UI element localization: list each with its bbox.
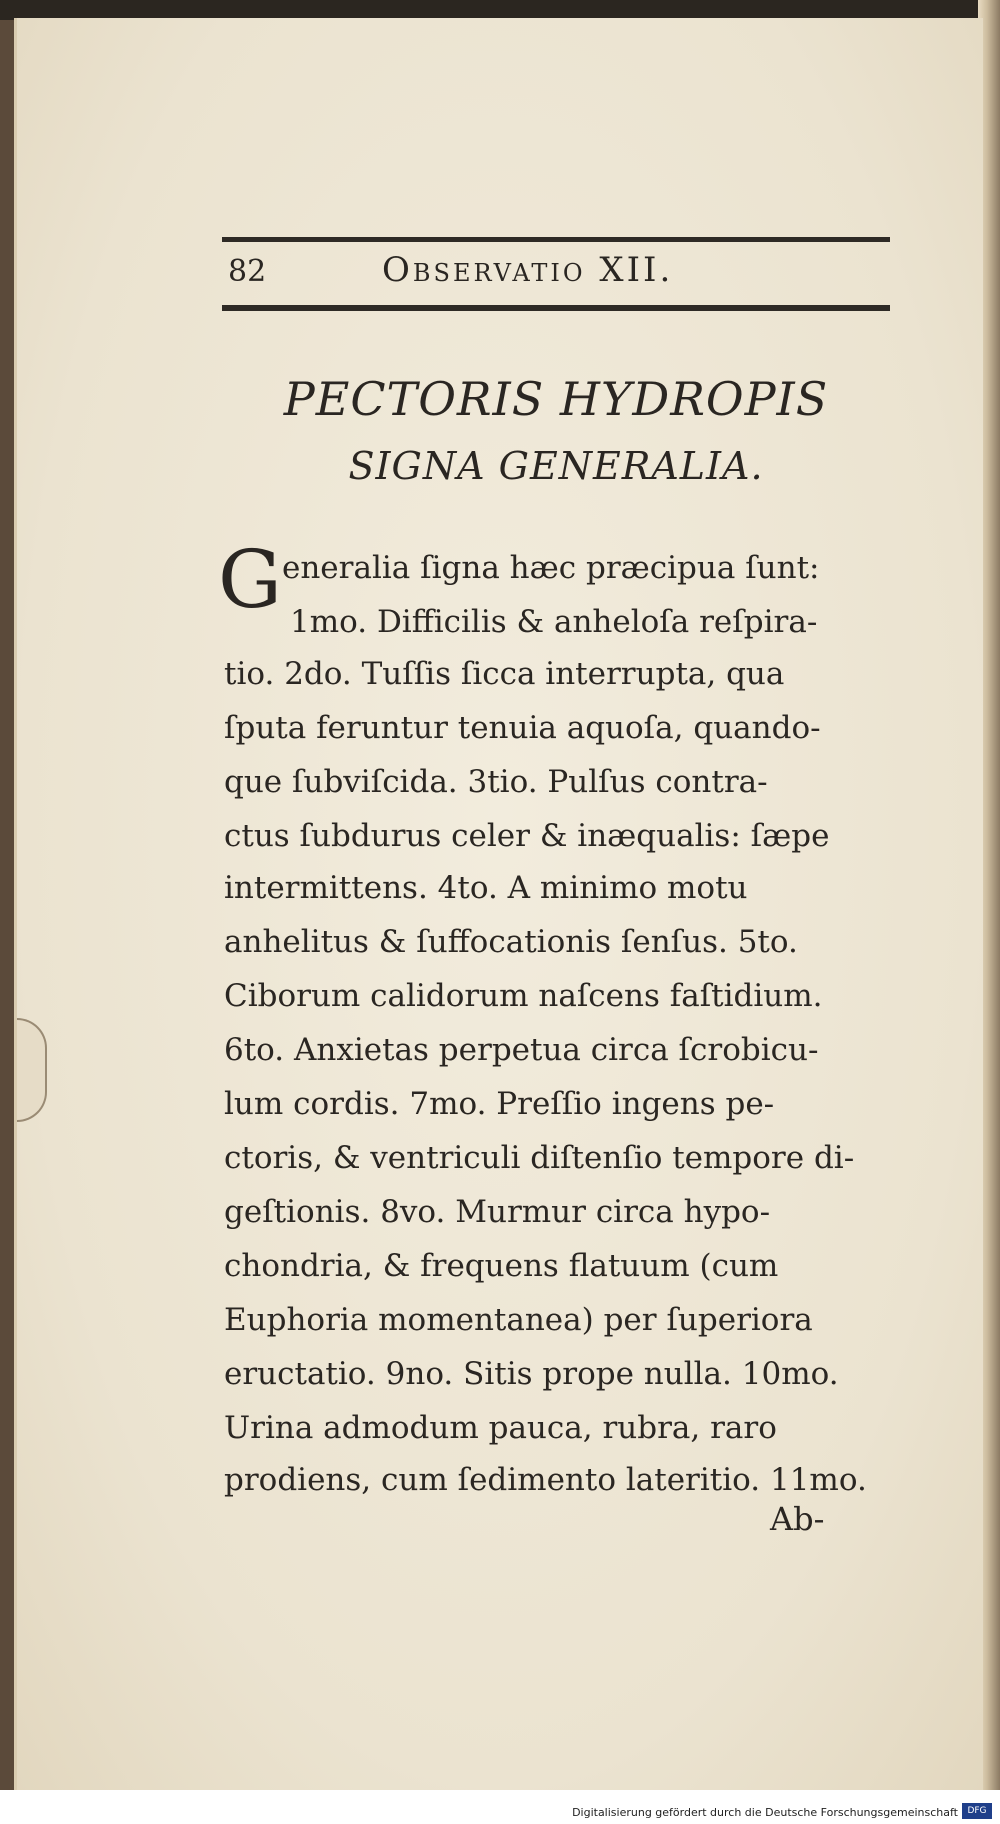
- text-line: 1mo. Difficilis & anheloſa reſpira-: [290, 604, 818, 640]
- text-line: que ſubviſcida. 3tio. Pulſus contra-: [224, 764, 768, 800]
- text-line: Euphoria momentanea) per ſuperiora: [224, 1302, 813, 1338]
- text-line: ctus ſubdurus celer & inæqualis: ſæpe: [224, 818, 830, 854]
- header-rule-bottom: [222, 305, 890, 311]
- drop-cap: G: [218, 533, 282, 626]
- text-line: eructatio. 9no. Sitis prope nulla. 10mo.: [224, 1356, 839, 1392]
- text-line: geſtionis. 8vo. Murmur circa hypo-: [224, 1194, 771, 1230]
- digitization-credit: Digitalisierung gefördert durch die Deutsche Forschungsgemeinschaft: [572, 1806, 958, 1819]
- text-line: 6to. Anxietas perpetua circa ſcrobicu-: [224, 1032, 819, 1068]
- text-line: anhelitus & ſuffocationis ſenſus. 5to.: [224, 924, 798, 960]
- dfg-logo-icon: DFG: [962, 1803, 992, 1819]
- section-subtitle: SIGNA GENERALIA.: [348, 444, 764, 488]
- text-line: Urina admodum pauca, rubra, raro: [224, 1410, 777, 1446]
- text-line: eneralia ſigna hæc præcipua ſunt:: [282, 550, 820, 586]
- page-number: 82: [228, 254, 267, 289]
- section-title: PECTORIS HYDROPIS: [283, 372, 829, 426]
- binding-tab: [17, 1018, 47, 1122]
- catchword: Ab-: [770, 1500, 825, 1538]
- running-header: [222, 248, 890, 298]
- text-line: prodiens, cum ſedimento lateritio. 11mo.: [224, 1462, 867, 1498]
- text-line: intermittens. 4to. A minimo motu: [224, 870, 748, 906]
- running-head: Observatio XII.: [382, 250, 674, 290]
- text-line: ctoris, & ventriculi diſtenſio tempore di-: [224, 1140, 855, 1176]
- scan-border-top: [0, 0, 1000, 20]
- text-line: tio. 2do. Tuſſis ſicca interrupta, qua: [224, 656, 785, 692]
- text-line: lum cordis. 7mo. Preſſio ingens pe-: [224, 1086, 775, 1122]
- text-line: Ciborum calidorum naſcens faſtidium.: [224, 978, 823, 1014]
- text-line: chondria, & frequens flatuum (cum: [224, 1248, 779, 1284]
- header-rule-top: [222, 237, 890, 242]
- text-line: ſputa feruntur tenuia aquoſa, quando-: [224, 710, 821, 746]
